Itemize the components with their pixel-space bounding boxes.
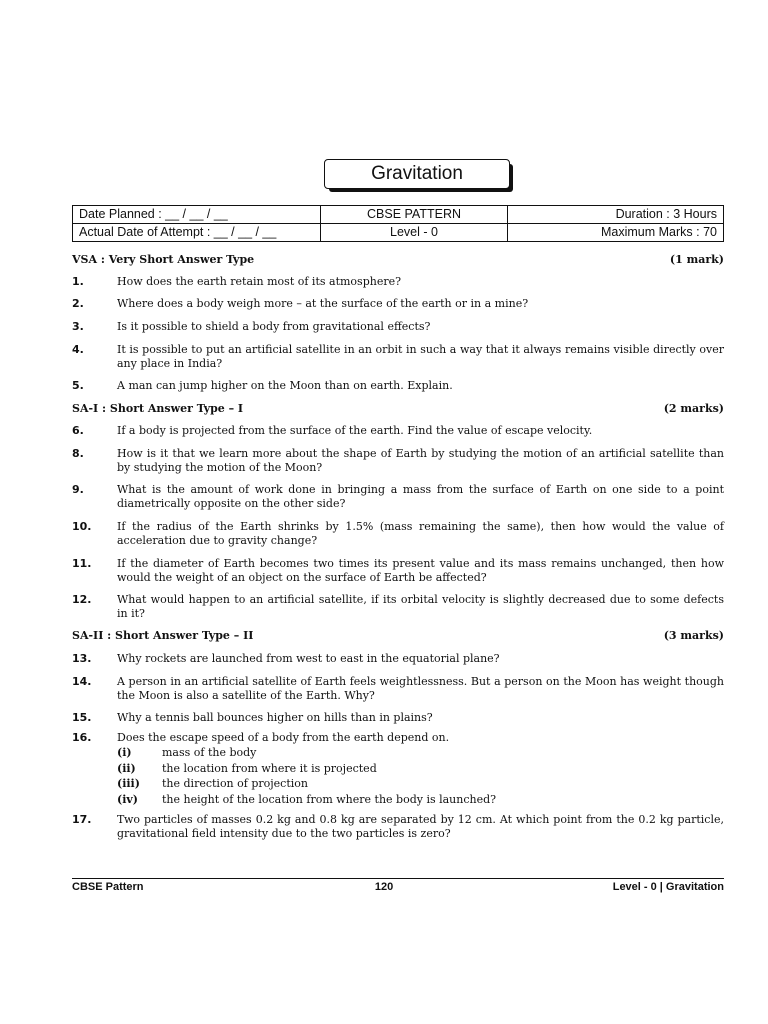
footer-divider <box>72 878 724 879</box>
question-item <box>72 297 724 311</box>
question-text: If the radius of the Earth shrinks by 1.5% (mass remaining the same), then how would the value of acceleration due to gravity change? <box>117 520 724 547</box>
question-number: 13. <box>72 652 92 665</box>
section-title: VSA : Very Short Answer Type <box>72 253 255 266</box>
question-number: 3. <box>72 320 84 333</box>
question-text: If a body is projected from the surface of the earth. Find the value of escape velocity. <box>117 424 593 437</box>
question-number: 12. <box>72 593 92 606</box>
question-text: Why a tennis ball bounces higher on hills than in plains? <box>117 711 433 724</box>
question-text: What would happen to an artificial satellite, if its orbital velocity is slightly decreased due to some defects in it? <box>117 593 724 620</box>
question-item <box>72 379 724 393</box>
header-row <box>73 224 724 242</box>
footer-right: Level - 0 | Gravitation <box>612 881 724 893</box>
question-item <box>72 813 724 841</box>
page-number: 120 <box>374 881 394 893</box>
option-number: (i) <box>117 746 132 759</box>
question-item <box>72 447 724 475</box>
question-number: 9. <box>72 483 84 496</box>
header-table <box>72 205 724 242</box>
question-text: How does the earth retain most of its atmosphere? <box>117 275 401 288</box>
pattern-label: CBSE PATTERN <box>321 206 508 224</box>
question-item <box>72 675 724 703</box>
question-item <box>72 557 724 585</box>
question-text: Is it possible to shield a body from gravitational effects? <box>117 320 431 333</box>
duration: Duration : 3 Hours <box>508 206 724 224</box>
title-banner <box>324 159 512 191</box>
question-text: If the diameter of Earth becomes two times its present value and its mass remains unchanged, then how would the weight of an object on the surface of Earth be affected? <box>117 557 724 584</box>
question-number: 5. <box>72 379 84 392</box>
question-number: 16. <box>72 731 92 744</box>
option-number: (iv) <box>117 793 138 806</box>
level-label: Level - 0 <box>321 224 508 242</box>
question-number: 8. <box>72 447 84 460</box>
option-text: the direction of projection <box>162 777 308 790</box>
question-number: 17. <box>72 813 92 826</box>
question-text: A man can jump higher on the Moon than on earth. Explain. <box>117 379 453 392</box>
question-item <box>72 424 724 438</box>
section-marks: (1 mark) <box>669 253 724 266</box>
question-item <box>72 520 724 548</box>
question-number: 14. <box>72 675 92 688</box>
question-item <box>72 711 724 725</box>
maximum-marks: Maximum Marks : 70 <box>508 224 724 242</box>
option-number: (ii) <box>117 762 136 775</box>
question-number: 11. <box>72 557 92 570</box>
question-text: Does the escape speed of a body from the earth depend on. <box>117 731 450 744</box>
question-text: It is possible to put an artificial satellite in an orbit in such a way that it always remains visible directly over any place in India? <box>117 343 724 370</box>
option-text: mass of the body <box>162 746 257 759</box>
question-number: 10. <box>72 520 92 533</box>
date-planned: Date Planned : __ / __ / __ <box>73 206 321 224</box>
question-item <box>72 343 724 371</box>
option-text: the location from where it is projected <box>162 762 377 775</box>
question-item <box>72 593 724 621</box>
question-text: Where does a body weigh more – at the surface of the earth or in a mine? <box>117 297 529 310</box>
section-title: SA-II : Short Answer Type – II <box>72 629 254 642</box>
page-title: Gravitation <box>324 159 510 189</box>
question-item <box>72 275 724 289</box>
question-item <box>72 652 724 666</box>
question-number: 15. <box>72 711 92 724</box>
question-text: A person in an artificial satellite of Earth feels weightlessness. But a person on the Moon has weight though the Moon is also a satellite of the Earth. Why? <box>117 675 724 702</box>
question-item <box>72 320 724 334</box>
question-text: Why rockets are launched from west to east in the equatorial plane? <box>117 652 500 665</box>
question-number: 1. <box>72 275 84 288</box>
footer-left: CBSE Pattern <box>72 881 144 893</box>
header-row <box>73 206 724 224</box>
question-number: 4. <box>72 343 84 356</box>
option-text: the height of the location from where the body is launched? <box>162 793 497 806</box>
section-marks: (2 marks) <box>663 402 724 415</box>
question-number: 6. <box>72 424 84 437</box>
actual-date: Actual Date of Attempt : __ / __ / __ <box>73 224 321 242</box>
question-number: 2. <box>72 297 84 310</box>
section-title: SA-I : Short Answer Type – I <box>72 402 244 415</box>
question-item <box>72 731 724 745</box>
question-text: Two particles of masses 0.2 kg and 0.8 kg are separated by 12 cm. At which point from the 0.2 kg particle, gravitational field intensity due to the two particles is zero? <box>117 813 724 840</box>
question-text: What is the amount of work done in bringing a mass from the surface of Earth on one side to a point diametrically opposite on the other side? <box>117 483 724 510</box>
question-text: How is it that we learn more about the shape of Earth by studying the motion of an artificial satellite than by studying the motion of the Moon? <box>117 447 724 474</box>
section-marks: (3 marks) <box>663 629 724 642</box>
question-item <box>72 483 724 511</box>
option-number: (iii) <box>117 777 140 790</box>
